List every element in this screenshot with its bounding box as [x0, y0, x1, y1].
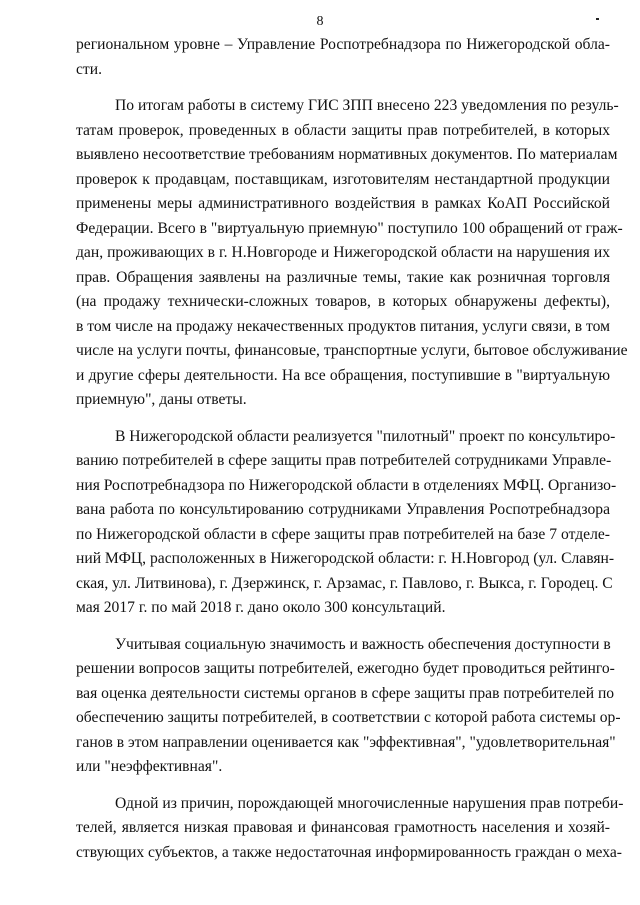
text-line: Федерации. Всего в "виртуальную приемную" поступило 100 обращений от граж-: [76, 219, 623, 237]
text-line: решении вопросов защиты потребителей, ежегодно будет проводиться рейтинго-: [76, 660, 615, 677]
text-line: (на продажу технически-сложных товаров, в которых обнаружены дефекты),: [76, 293, 610, 310]
paragraph-gap: [76, 413, 610, 425]
text-line: ния Роспотребнадзора по Нижегородской области в отделениях МФЦ. Организо-: [76, 476, 617, 494]
paragraph: [76, 33, 610, 82]
paragraph: [76, 633, 621, 780]
text-line: приемную", даны ответы.: [76, 391, 247, 408]
text-line: вая оценка деятельности системы органов в сфере защиты прав потребителей по: [76, 684, 615, 702]
paragraph-gap: [76, 621, 610, 633]
text-line: мая 2017 г. по май 2018 г. дано около 300 консультаций.: [76, 599, 446, 616]
text-line: По итогам работы в систему ГИС ЗПП внесено 223 уведомления по резуль-: [115, 97, 619, 114]
paragraph: [76, 94, 628, 413]
text-line: ганов в этом направлении оценивается как "эффективная", "удовлетворительная": [76, 733, 616, 751]
page-number: 8: [316, 14, 324, 29]
text-line: Одной из причин, порождающей многочисленные нарушения прав потреби-: [115, 794, 624, 812]
text-line: телей, является низкая правовая и финансовая грамотность населения и хозяй-: [76, 819, 610, 836]
text-line: сти.: [76, 60, 102, 78]
text-line: применены меры административного воздействия в рамках КоАП Российской: [76, 195, 610, 212]
text-line: по Нижегородской области в сфере защиты прав потребителей на базе 7 отделе-: [76, 525, 610, 543]
text-line: В Нижегородской области реализуется "пилотный" проект по консультиро-: [115, 427, 616, 445]
paragraph: [76, 425, 617, 621]
text-line: в том числе на продажу некачественных продуктов питания, услуги связи, в том: [76, 317, 610, 335]
text-line: выявлено несоответствие требованиям нормативных документов. По материалам: [76, 146, 618, 163]
text-line: дан, проживающих в г. Н.Новгороде и Нижегородской области на нарушения их: [76, 244, 610, 261]
paragraph: [76, 792, 624, 866]
text-line: числе на услуги почты, финансовые, транспортные услуги, бытовое обслуживание: [76, 342, 628, 359]
text-line: ствующих субъектов, а также недостаточная информированность граждан о меха-: [76, 843, 622, 861]
text-line: ванию потребителей в сфере защиты прав потребителей сотрудниками Управле-: [76, 452, 612, 469]
scan-mark: [596, 18, 599, 20]
text-line: прав. Обращения заявлены на различные темы, такие как розничная торговля: [76, 268, 610, 286]
paragraph-gap: [76, 780, 610, 792]
paragraph-gap: [76, 82, 610, 94]
text-line: или "неэффективная".: [76, 758, 223, 775]
text-line: региональном уровне – Управление Роспотребнадзора по Нижегородской обла-: [76, 36, 610, 53]
text-line: ская, ул. Литвинова), г. Дзержинск, г. Арзамас, г. Павлово, г. Выкса, г. Городец. С: [76, 574, 613, 592]
document-body: [76, 33, 628, 865]
text-line: вана работа по консультированию сотрудниками Управления Роспотребнадзора: [76, 501, 610, 518]
text-line: Учитывая социальную значимость и важность обеспечения доступности в: [115, 635, 611, 653]
text-line: татам проверок, проведенных в области защиты прав потребителей, в которых: [76, 121, 610, 139]
text-line: и другие сферы деятельности. На все обращения, поступившие в "виртуальную: [76, 366, 610, 384]
text-line: проверок к продавцам, поставщикам, изготовителям нестандартной продукции: [76, 170, 610, 188]
text-line: обеспечению защиты потребителей, в соответствии с которой работа системы ор-: [76, 709, 621, 726]
text-line: ний МФЦ, расположенных в Нижегородской области: г. Н.Новгород (ул. Славян-: [76, 550, 615, 567]
